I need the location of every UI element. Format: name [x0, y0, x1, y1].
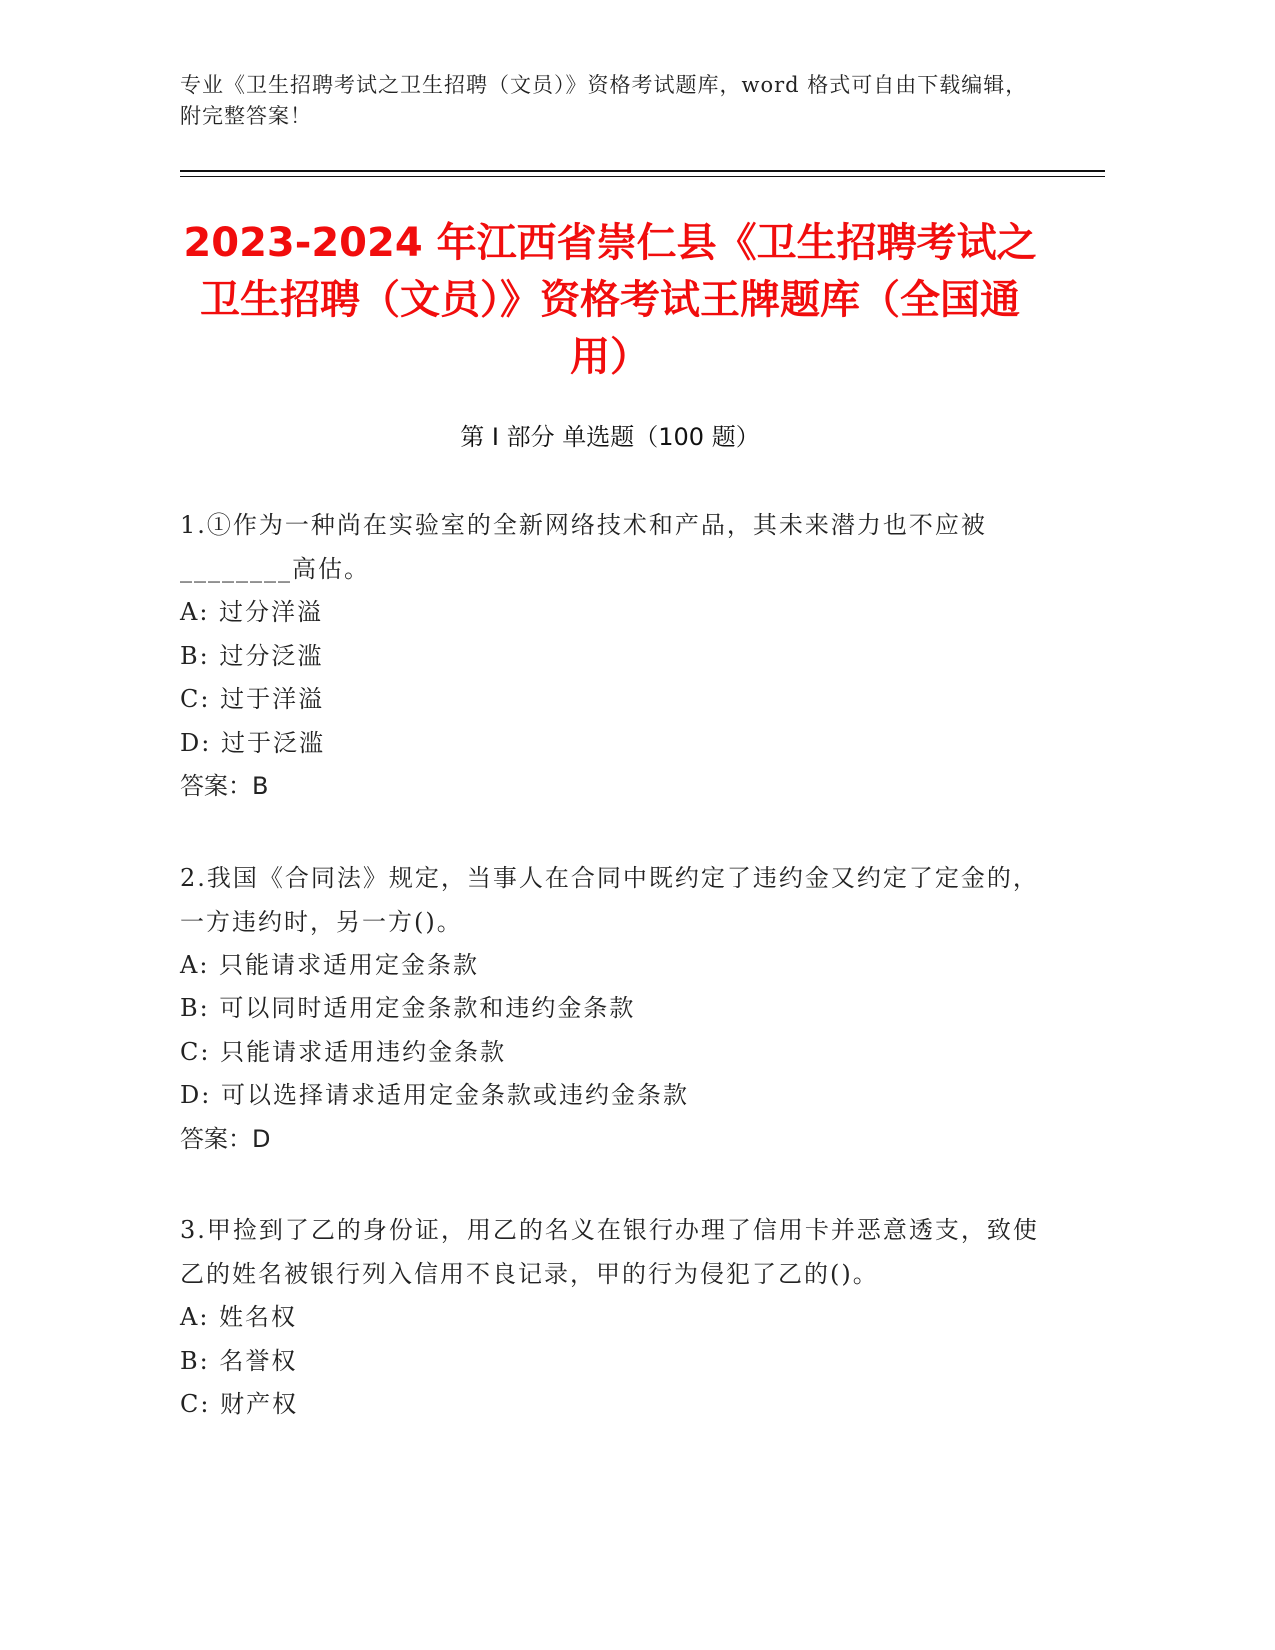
question-3 [180, 1208, 1040, 1427]
option-c: C: 财产权 [180, 1390, 299, 1418]
question-stem: 1.①作为一种尚在实验室的全新网络技术和产品，其未来潜力也不应被________高估。 [180, 511, 987, 583]
answer: 答案：B [180, 772, 269, 800]
option-a: A: 只能请求适用定金条款 [180, 950, 480, 979]
document-title: 2023-2024 年江西省崇仁县《卫生招聘考试之卫生招聘（文员）》资格考试王牌题库（全国通用） [183, 220, 1037, 380]
answer: 答案：D [180, 1124, 271, 1153]
option-d: D: 可以选择请求适用定金条款或违约金条款 [180, 1081, 689, 1109]
section-title: 第 I 部分 单选题（100 题） [460, 423, 760, 451]
header-rule-thick [180, 170, 1105, 172]
option-c: C: 只能请求适用违约金条款 [180, 1037, 507, 1066]
header-note: 专业《卫生招聘考试之卫生招聘（文员）》资格考试题库，word 格式可自由下载编辑，附完整答案！ [180, 73, 1028, 128]
option-b: B: 过分泛滥 [180, 641, 324, 670]
option-d: D: 过于泛滥 [180, 728, 325, 757]
option-a: A: 过分洋溢 [180, 598, 324, 626]
question-2 [180, 856, 1040, 1162]
header-rule-thin [180, 176, 1105, 177]
option-b: B: 名誉权 [180, 1346, 298, 1375]
question-stem: 2.我国《合同法》规定，当事人在合同中既约定了违约金又约定了定金的，一方违约时，另一方()。 [180, 863, 1039, 936]
question-list [180, 503, 1040, 1474]
option-b: B: 可以同时适用定金条款和违约金条款 [180, 994, 636, 1022]
option-c: C: 过于洋溢 [180, 685, 325, 713]
question-stem: 3.甲捡到了乙的身份证，用乙的名义在银行办理了信用卡并恶意透支，致使乙的姓名被银行列入信用不良记录，甲的行为侵犯了乙的()。 [180, 1216, 1039, 1288]
question-1 [180, 503, 1040, 809]
option-a: A: 姓名权 [180, 1303, 298, 1331]
